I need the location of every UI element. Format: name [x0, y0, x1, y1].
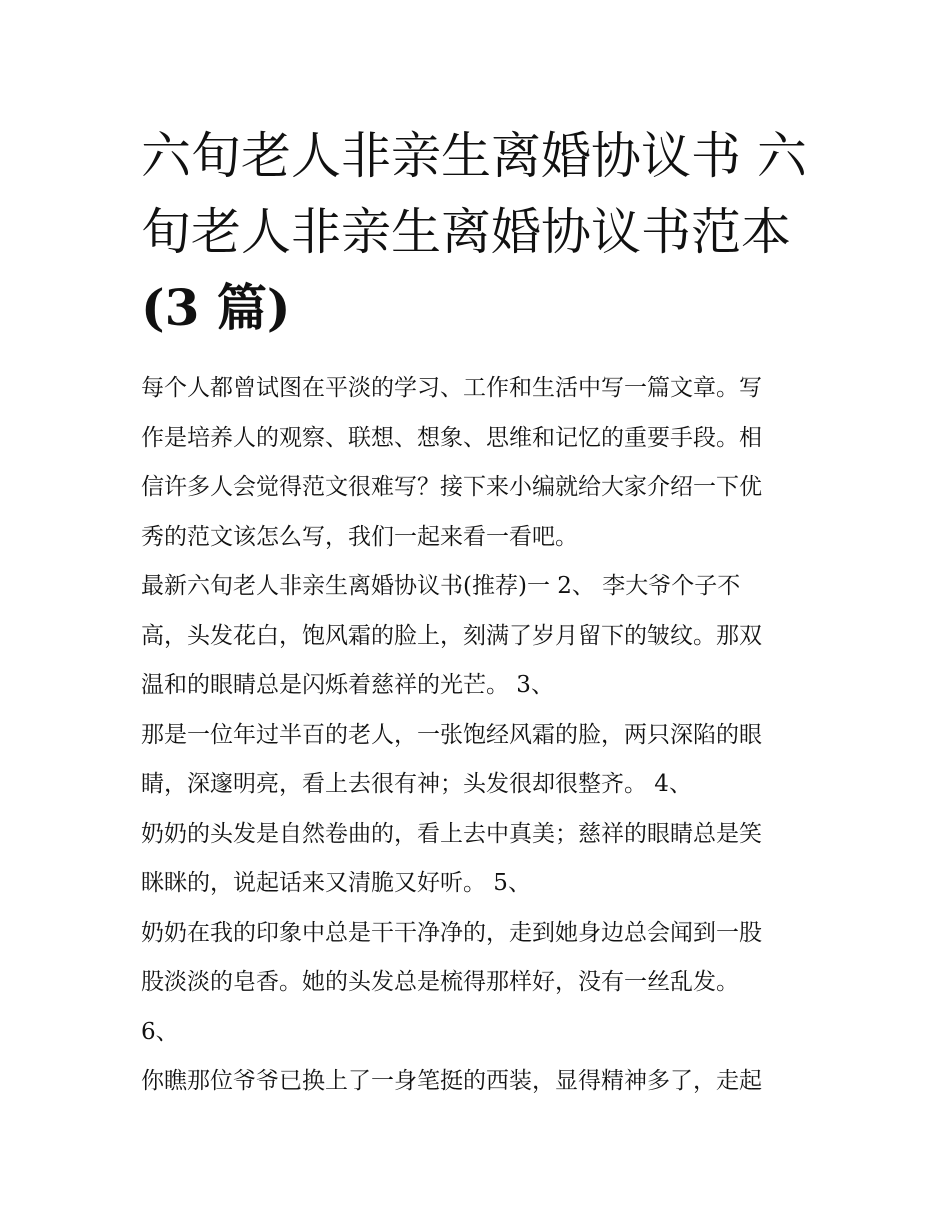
body-line: 秀的范文该怎么写，我们一起来看一看吧。 — [141, 523, 578, 550]
body-line: 奶奶的头发是自然卷曲的，看上去中真美；慈祥的眼睛总是笑 — [141, 820, 762, 847]
body-line: 温和的眼睛总是闪烁着慈祥的光芒。 3、 — [141, 672, 554, 698]
title-line-3: (3 篇) — [141, 278, 291, 337]
body-line: 信许多人会觉得范文很难写？接下来小编就给大家介绍一下优 — [141, 474, 762, 500]
body-line: 作是培养人的观察、联想、想象、思维和记忆的重要手段。相 — [141, 424, 762, 451]
document-body — [141, 364, 813, 1107]
title-line-2: 旬老人非亲生离婚协议书范本 — [141, 203, 791, 261]
document-page — [141, 118, 813, 1107]
body-line: 股淡淡的皂香。她的头发总是梳得那样好，没有一丝乱发。 — [141, 969, 739, 995]
body-line: 高，头发花白，饱风霜的脸上，刻满了岁月留下的皱纹。那双 — [141, 622, 762, 649]
body-line: 眯眯的，说起话来又清脆又好听。 5、 — [141, 870, 531, 896]
body-line: 最新六旬老人非亲生离婚协议书(推荐)一 2、 李大爷个子不 — [141, 573, 741, 599]
body-line: 睛，深邃明亮，看上去很有神；头发很却很整齐。 4、 — [141, 771, 692, 797]
body-line: 那是一位年过半百的老人，一张饱经风霜的脸，两只深陷的眼 — [141, 721, 762, 748]
title-line-1: 六旬老人非亲生离婚协议书 六 — [141, 127, 807, 185]
body-line: 奶奶在我的印象中总是干干净净的，走到她身边总会闻到一股 — [141, 919, 762, 946]
body-line: 你瞧那位爷爷已换上了一身笔挺的西装，显得精神多了，走起 — [141, 1068, 762, 1094]
body-line: 每个人都曾试图在平淡的学习、工作和生活中写一篇文章。写 — [141, 375, 762, 401]
body-line: 6、 — [141, 1018, 179, 1045]
document-title — [141, 118, 813, 346]
